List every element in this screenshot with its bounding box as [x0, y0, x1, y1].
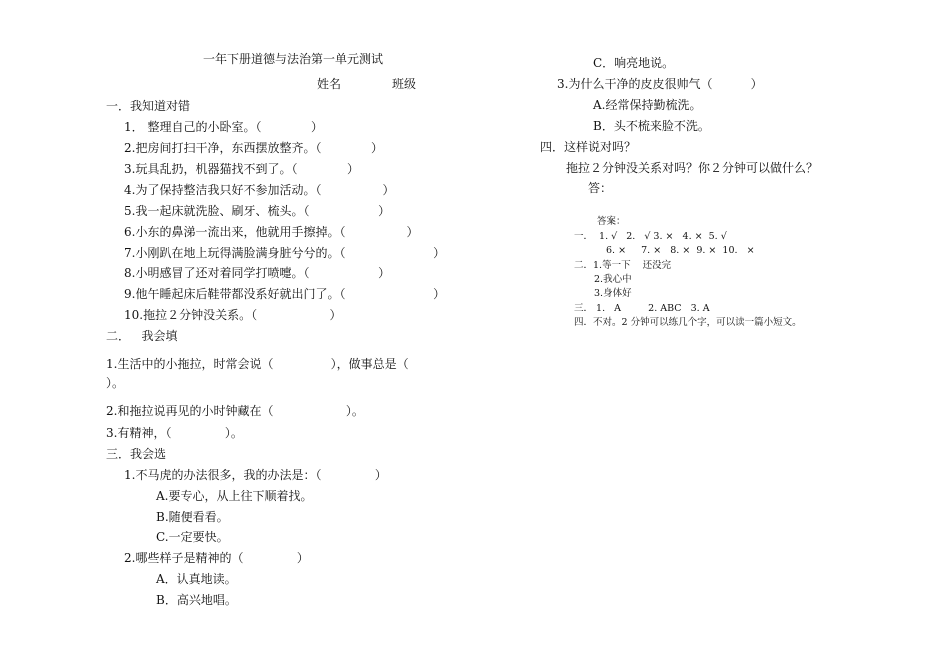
answer-key-line-7: 四．不对。2 分钟可以练几个字，可以读一篇小短文。	[574, 317, 802, 328]
answer-key-line-2: 6. × 7. × 8. × 9. × 10. ×	[606, 245, 755, 256]
section-3-q2-option-c: C．响亮地说。	[593, 56, 675, 70]
section-2-heading: 二． 我会填	[106, 329, 178, 343]
section-3-question-2: 2.哪些样子是精神的（ ）	[124, 551, 309, 565]
section-3-q1-option-b: B.随便看看。	[156, 510, 229, 524]
section-2-question-2: 2.和拖拉说再见的小时钟藏在（ ）。	[106, 404, 364, 418]
section-4-answer-label: 答：	[588, 181, 613, 195]
section-1-item-4: 4.为了保持整洁我只好不参加活动。（ ）	[124, 183, 395, 197]
section-3-heading: 三．我会选	[106, 447, 167, 461]
answer-key-line-3: 二．1.等一下 还没完	[574, 260, 672, 271]
section-1-item-6: 6.小东的鼻涕一流出来，他就用手擦掉。（ ）	[124, 225, 419, 239]
section-1-item-5: 5.我一起床就洗脸、刷牙、梳头。（ ）	[124, 204, 391, 218]
answer-key-title: 答案：	[597, 216, 626, 227]
section-1-item-1: 1． 整理自己的小卧室。（ ）	[124, 120, 324, 134]
section-2-question-1-continued: ）。	[106, 376, 125, 390]
section-1-item-2: 2.把房间打扫干净，东西摆放整齐。（ ）	[124, 141, 384, 155]
section-3-q1-option-a: A.要专心，从上往下顺着找。	[156, 489, 313, 503]
class-label: 班级	[392, 77, 417, 91]
section-1-item-3: 3.玩具乱扔，机器猫找不到了。（ ）	[124, 162, 360, 176]
name-label: 姓名	[317, 77, 342, 91]
section-3-q3-option-b: B．头不梳来脸不洗。	[593, 119, 710, 133]
answer-key-line-4: 2.我心中	[594, 274, 632, 285]
section-1-heading: 一．我知道对错	[106, 99, 191, 113]
section-1-item-9: 9.他午睡起床后鞋带都没系好就出门了。（ ）	[124, 287, 446, 301]
section-2-question-3: 3.有精神，（ ）。	[106, 426, 243, 440]
answer-key-line-6: 三． 1. A 2. ABC 3. A	[574, 303, 710, 314]
section-1-item-7: 7.小刚趴在地上玩得满脸满身脏兮兮的。（ ）	[124, 246, 446, 260]
answer-key-line-1: 一． 1. √ 2. √ 3. × 4. × 5. √	[574, 231, 727, 242]
section-3-q2-option-a: A．认真地读。	[156, 572, 237, 586]
section-2-question-1: 1.生活中的小拖拉，时常会说（ ），做事总是（	[106, 357, 409, 371]
section-4-question: 拖拉２分钟没关系对吗？你２分钟可以做什么？	[566, 161, 819, 175]
section-3-question-1: 1.不马虎的办法很多，我的办法是：（ ）	[124, 468, 387, 482]
section-4-heading: 四．这样说对吗？	[540, 140, 637, 154]
section-3-q1-option-c: C.一定要快。	[156, 530, 229, 544]
section-3-q3-option-a: A.经常保持勤梳洗。	[593, 98, 702, 112]
section-3-q2-option-b: B．高兴地唱。	[156, 593, 237, 607]
page-title: 一年下册道德与法治第一单元测试	[203, 52, 384, 66]
section-3-question-3: 3.为什么干净的皮皮很帅气（ ）	[557, 77, 763, 91]
section-1-item-8: 8.小明感冒了还对着同学打喷嚏。（ ）	[124, 266, 391, 280]
answer-key-line-5: 3.身体好	[594, 288, 632, 299]
section-1-item-10: 10.拖拉２分钟没关系。（ ）	[124, 308, 342, 322]
